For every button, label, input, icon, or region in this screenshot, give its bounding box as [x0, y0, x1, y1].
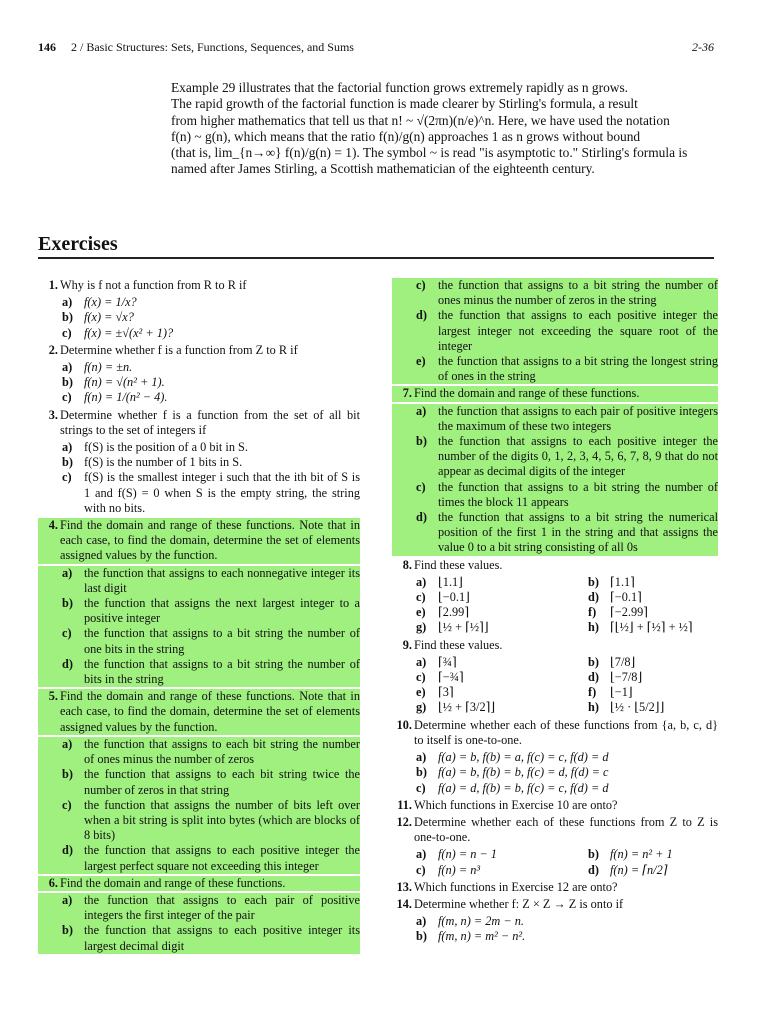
exercise-number: 11.: [397, 797, 412, 812]
part-e: e) ⌈3⌉: [416, 685, 454, 700]
part-b: b) the function that assigns to each positive integer the number of the digits 0, 1, 2, 3, 4, 5, 6, 7, 8, 9 that do not appear as decimal digits of the integer: [392, 434, 718, 480]
part-a: a) f(x) = 1/x?: [62, 295, 137, 310]
exercise-number: 5.: [48, 689, 58, 704]
part-e: e) ⌈2.99⌉: [416, 605, 470, 620]
exercise-7: [392, 386, 718, 401]
part-c: c) ⌈−¾⌉: [416, 670, 464, 685]
page-number: 146: [38, 40, 56, 54]
part-f: f) ⌈−2.99⌉: [588, 605, 649, 620]
part-a: a) f(n) = n − 1: [416, 847, 497, 862]
part-a: a) the function that assigns to each pair of positive integers the first integer of the pair: [38, 893, 360, 923]
part-b: b) f(a) = b, f(b) = b, f(c) = d, f(d) = c: [416, 765, 609, 780]
exercise-number: 2.: [48, 342, 58, 357]
left-column: [38, 278, 360, 956]
exercise-text: Which functions in Exercise 10 are onto?: [414, 797, 618, 812]
intro-paragraph: [171, 80, 714, 178]
exercise-text: Determine whether f is a function from Z to R if: [60, 342, 298, 357]
part-d: d) ⌈−0.1⌉: [588, 590, 642, 605]
exercise-text: Determine whether f: Z × Z → Z is onto if: [414, 896, 624, 911]
part-a: a) the function that assigns to each nonnegative integer its last digit: [38, 566, 360, 596]
part-g: g) ⌊½ + ⌈3/2⌉⌋: [416, 700, 496, 715]
exercise-text: Find the domain and range of these functions. Note that in each case, to find the domain, determine the set of elements assigned values by the function.: [60, 518, 360, 563]
exercise-text: Find the domain and range of these functions.: [414, 386, 640, 401]
part-b: b) f(x) = √x?: [62, 310, 134, 325]
heading-rule: [38, 257, 714, 259]
exercise-12: [392, 815, 718, 845]
part-b: b) the function that assigns the next largest integer to a positive integer: [38, 596, 360, 626]
part-d: d) the function that assigns to a bit string the number of bits in the string: [38, 657, 360, 687]
exercise-3: [38, 408, 360, 438]
part-f: f) ⌊−1⌋: [588, 685, 633, 700]
part-b: b) the function that assigns to each positive integer its largest decimal digit: [38, 923, 360, 953]
exercise-13: [392, 880, 718, 895]
part-b: b) f(S) is the number of 1 bits in S.: [62, 455, 243, 470]
part-b: b) f(m, n) = m² − n².: [416, 929, 526, 944]
right-column: [392, 278, 718, 947]
part-c: c) f(a) = d, f(b) = b, f(c) = c, f(d) = d: [416, 780, 609, 795]
exercise-text: Which functions in Exercise 12 are onto?: [414, 879, 618, 894]
exercise-text: Why is f not a function from R to R if: [60, 278, 247, 292]
part-h: h) ⌊½ · ⌊5/2⌋⌋: [588, 700, 665, 715]
part-c: c) ⌊−0.1⌋: [416, 590, 470, 605]
exercise-5: [38, 689, 360, 735]
exercise-number: 6.: [48, 875, 58, 890]
part-g: g) ⌊½ + ⌈½⌉⌋: [416, 620, 489, 635]
part-c: c) f(n) = n³: [416, 862, 481, 877]
part-a: a) ⌈¾⌉: [416, 654, 457, 669]
exercise-2: [38, 343, 360, 358]
exercise-text: Determine whether each of these functions from Z to Z is one-to-one.: [414, 814, 718, 845]
exercise-number: 3.: [48, 407, 58, 422]
exercise-text: Find the domain and range of these functions.: [60, 875, 286, 890]
intro-line: f(n) ~ g(n), which means that the ratio f(n)/g(n) approaches 1 as n grows without bound: [171, 128, 641, 144]
exercises-heading: Exercises: [38, 233, 118, 255]
part-d: d) f(n) = ⌈n/2⌉: [588, 862, 668, 877]
part-h: h) ⌈⌊½⌋ + ⌈½⌉ + ½⌉: [588, 620, 693, 635]
part-c: c) f(S) is the smallest integer i such that the ith bit of S is 1 and f(S) = 0 when S is the empty string, the string with no bits.: [62, 470, 360, 515]
exercise-number: 8.: [402, 557, 412, 572]
part-c: c) f(x) = ±√(x² + 1)?: [62, 325, 174, 340]
part-a: a) ⌊1.1⌋: [416, 574, 463, 589]
part-c: c) f(n) = 1/(n² − 4).: [62, 390, 168, 405]
section-title: 2 / Basic Structures: Sets, Functions, Sequences, and Sums: [71, 40, 354, 54]
exercise-6: [38, 876, 360, 891]
part-d: d) ⌊−7/8⌋: [588, 670, 643, 685]
part-d: d) the function that assigns to a bit string the numerical position of the first 1 in the string and that assigns the value 0 to a bit string consisting of all 0s: [392, 510, 718, 556]
part-a: a) f(S) is the position of a 0 bit in S.: [62, 440, 248, 455]
exercise-10: [392, 718, 718, 748]
part-a: a) f(n) = ±n.: [62, 360, 133, 375]
part-c: c) the function that assigns to a bit string the number of times the block 11 appears: [392, 480, 718, 510]
exercise-number: 14.: [396, 896, 412, 911]
exercise-text: Find these values.: [414, 637, 503, 652]
part-d: d) the function that assigns to each positive integer the largest perfect square not exceeding this integer: [38, 843, 360, 873]
part-a: a) the function that assigns to each pair of positive integers the maximum of these two integers: [392, 404, 718, 434]
part-d: d) the function that assigns to each positive integer the largest integer not exceeding the square root of the integer: [392, 308, 718, 354]
exercise-8: [392, 558, 718, 573]
part-b: b) ⌈1.1⌉: [588, 574, 635, 589]
exercise-number: 12.: [396, 814, 412, 829]
exercise-text: Determine whether each of these functions from {a, b, c, d} to itself is one-to-one.: [414, 717, 718, 747]
exercise-number: 13.: [396, 879, 412, 894]
page-code: 2-36: [692, 40, 714, 54]
exercise-number: 9.: [402, 637, 412, 652]
exercise-11: [392, 798, 718, 813]
exercise-number: 4.: [48, 518, 58, 533]
running-header: [38, 40, 714, 55]
part-b: b) f(n) = n² + 1: [588, 847, 673, 862]
exercise-number: 10.: [396, 717, 412, 732]
part-c: c) the function that assigns to a bit string the number of ones minus the number of zeros in the string: [392, 278, 718, 308]
part-a: a) f(a) = b, f(b) = a, f(c) = c, f(d) = d: [416, 750, 609, 765]
exercise-number: 7.: [402, 386, 412, 401]
exercise-1: [38, 278, 360, 293]
part-e: e) the function that assigns to a bit string the longest string of ones in the string: [392, 354, 718, 384]
exercise-text: Find these values.: [414, 557, 503, 572]
intro-line: named after James Stirling, a Scottish mathematician of the eighteenth century.: [171, 161, 595, 177]
intro-line: Example 29 illustrates that the factorial function grows extremely rapidly as n grows.: [171, 80, 629, 95]
part-a: a) the function that assigns to each bit string the number of ones minus the number of zeros: [38, 737, 360, 767]
part-b: b) ⌊7/8⌋: [588, 654, 636, 669]
intro-line: (that is, lim_{n→∞} f(n)/g(n) = 1). The symbol ~ is read "is asymptotic to." Stirling's formula is: [171, 145, 688, 161]
intro-line: The rapid growth of the factorial function is made clearer by Stirling's formula, a result: [171, 96, 638, 112]
part-c: c) the function that assigns the number of bits left over when a bit string is split into bytes (which are blocks of 8 bits): [38, 798, 360, 844]
part-b: b) the function that assigns to each bit string twice the number of zeros in that string: [38, 767, 360, 797]
part-b: b) f(n) = √(n² + 1).: [62, 375, 165, 390]
part-c: c) the function that assigns to a bit string the number of one bits in the string: [38, 626, 360, 656]
exercise-14: [392, 897, 718, 912]
exercise-9: [392, 638, 718, 653]
intro-line: from higher mathematics that tell us that n! ~ √(2πn)(n/e)^n. Here, we have used the notation: [171, 112, 670, 128]
part-a: a) f(m, n) = 2m − n.: [416, 914, 524, 929]
exercise-text: Find the domain and range of these functions. Note that in each case, to find the domain, determine the set of elements assigned values by the function.: [60, 689, 360, 734]
exercise-4: [38, 518, 360, 564]
exercise-text: Determine whether f is a function from the set of all bit strings to the set of integers if: [60, 407, 360, 437]
exercise-number: 1.: [48, 278, 58, 292]
